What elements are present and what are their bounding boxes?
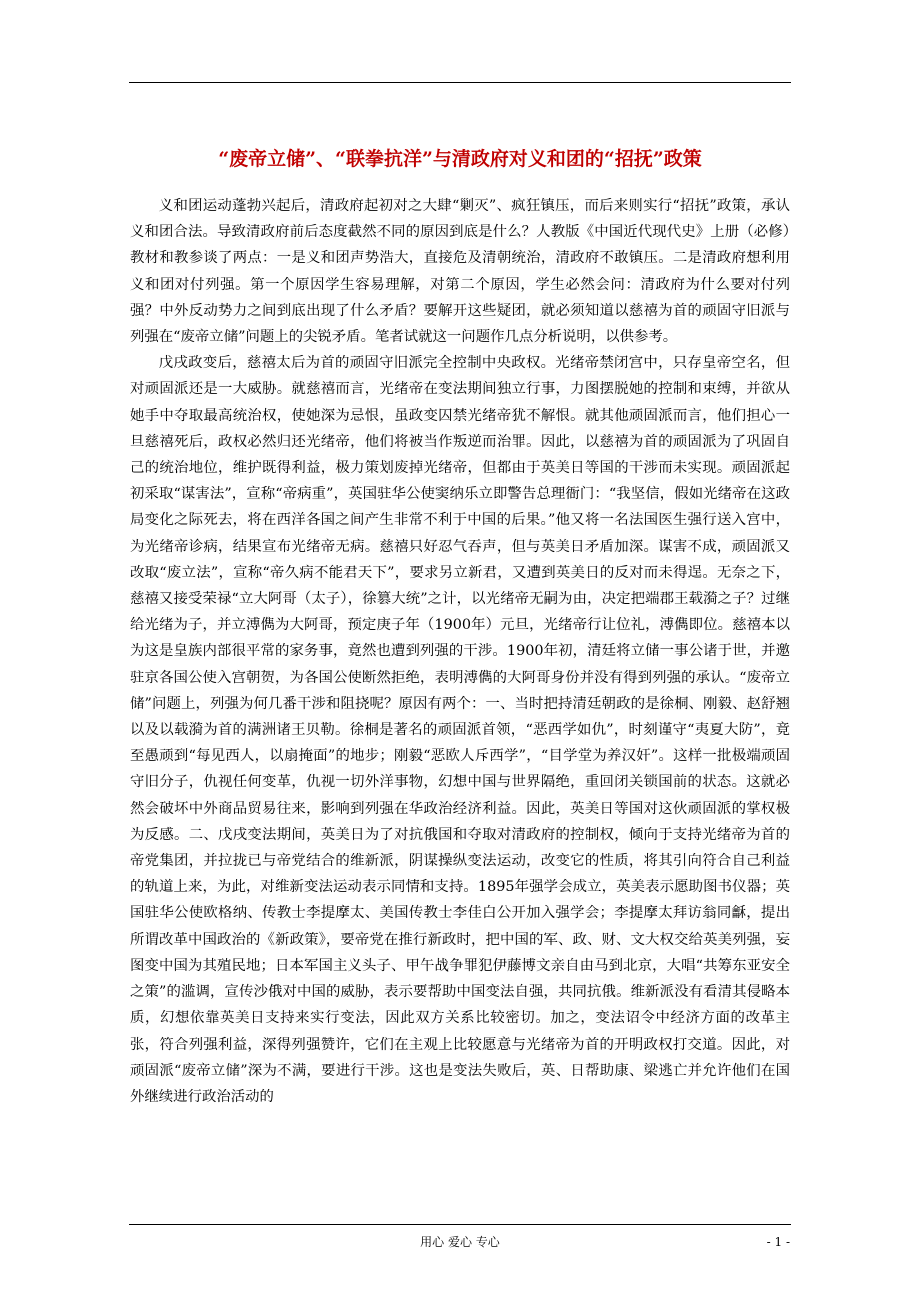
footer-rule	[129, 1224, 791, 1225]
document-title: “废帝立储”、“联拳抗洋”与清政府对义和团的“招抚”政策	[218, 148, 702, 170]
document-body	[130, 193, 790, 1110]
footer-motto: 用心 爱心 专心	[420, 1235, 500, 1249]
page-number: - 1 -	[766, 1235, 790, 1249]
header-rule	[129, 82, 791, 83]
paragraph-2: 戊戌政变后，慈禧太后为首的顽固守旧派完全控制中央政权。光绪帝禁闭宫中，只存皇帝空名，但对顽固派还是一大威胁。就慈禧而言，光绪帝在变法期间独立行事，力图摆脱她的控制和束缚，并欲从她手中夺取最高统治权，使她深为忌恨，虽政变囚禁光绪帝犹不解恨。就其他顽固派而言，他们担心一旦慈禧死后，政权必然归还光绪帝，他们将被当作叛逆而治罪。因此，以慈禧为首的顽固派为了巩固自己的统治地位，维护既得利益，极力策划废掉光绪帝，但都由于英美日等国的干涉而未实现。顽固派起初采取“谋害法”，宣称“帝病重”，英国驻华公使窦纳乐立即警告总理衙门：“我坚信，假如光绪帝在这政局变化之际死去，将在西洋各国之间产生非常不利于中国的后果。”他又将一名法国医生强行送入宫中，为光绪帝诊病，结果宣布光绪帝无病。慈禧只好忍气吞声，但与英美日矛盾加深。谋害不成，顽固派又改取“废立法”，宣称“帝久病不能君天下”，要求另立新君，又遭到英美日的反对而未得逞。无奈之下，慈禧又接受荣禄“立大阿哥（太子），徐篡大统”之计，以光绪帝无嗣为由，决定把端郡王载漪之子？过继给光绪为子，并立溥儁为大阿哥，预定庚子年（1900年）元旦，光绪帝行让位礼，溥儁即位。慈禧本以为这是皇族内部很平常的家务事，竟然也遭到列强的干涉。1900年初，清廷将立储一事公诸于世，并邀驻京各国公使入宫朝贺，为各国公使断然拒绝，表明溥儁的大阿哥身份并没有得到列强的承认。“废帝立储”问题上，列强为何几番干涉和阻挠呢？原因有两个：一、当时把持清廷朝政的是徐桐、刚毅、赵舒翘以及以载漪为首的满洲诸王贝勒。徐桐是著名的顽固派首领，“恶西学如仇”，时刻谨守“夷夏大防”，竟至愚顽到“每见西人，以扇掩面”的地步；刚毅“恶欧人斥西学”，“目学堂为养汉奸”。这样一批极端顽固守旧分子，仇视任何变革，仇视一切外洋事物，幻想中国与世界隔绝，重回闭关锁国前的状态。这就必然会破坏中外商品贸易往来，影响到列强在华政治经济利益。因此，英美日等国对这伙顽固派的掌权极为反感。二、戊戌变法期间，英美日为了对抗俄国和夺取对清政府的控制权，倾向于支持光绪帝为首的帝党集团，并拉拢已与帝党结合的维新派，阴谋操纵变法运动，改变它的性质，将其引向符合自己利益的轨道上来，为此，对维新变法运动表示同情和支持。1895年强学会成立，英美表示愿助图书仪器；英国驻华公使欧格纳、传教士李提摩太、美国传教士李佳白公开加入强学会；李提摩太拜访翁同龢，提出所谓改革中国政治的《新政策》，要帝党在推行新政时，把中国的军、政、财、文大权交给英美列强，妄图变中国为其殖民地；日本军国主义头子、甲午战争罪犯伊藤博文亲自由马到北京，大唱“共筹东亚安全之策”的滥调，宣传沙俄对中国的威胁，表示要帮助中国变法自强，共同抗俄。维新派没有看清其侵略本质，幻想依靠英美日支持来实行变法，因此双方关系比较密切。加之，变法诏令中经济方面的改革主张，符合列强利益，深得列强赞许，它们在主观上比较愿意与光绪帝为首的开明政权打交道。因此，对顽固派“废帝立储”深为不满，要进行干涉。这也是变法失败后，英、日帮助康、梁逃亡并允许他们在国外继续进行政治活动的	[130, 355, 790, 1105]
paragraph-1: 义和团运动蓬勃兴起后，清政府起初对之大肆“剿灭”、疯狂镇压，而后来则实行“招抚”政策，承认义和团合法。导致清政府前后态度截然不同的原因到底是什么？人教版《中国近代现代史》上册（必修）教材和教参谈了两点：一是义和团声势浩大，直接危及清朝统治，清政府不敢镇压。二是清政府想利用义和团对付列强。第一个原因学生容易理解，对第二个原因，学生必然会问：清政府为什么要对付列强？中外反动势力之间到底出现了什么矛盾？要解开这些疑团，就必须知道以慈禧为首的顽固守旧派与列强在“废帝立储”问题上的尖锐矛盾。笔者试就这一问题作几点分析说明，以供参考。	[130, 198, 790, 346]
